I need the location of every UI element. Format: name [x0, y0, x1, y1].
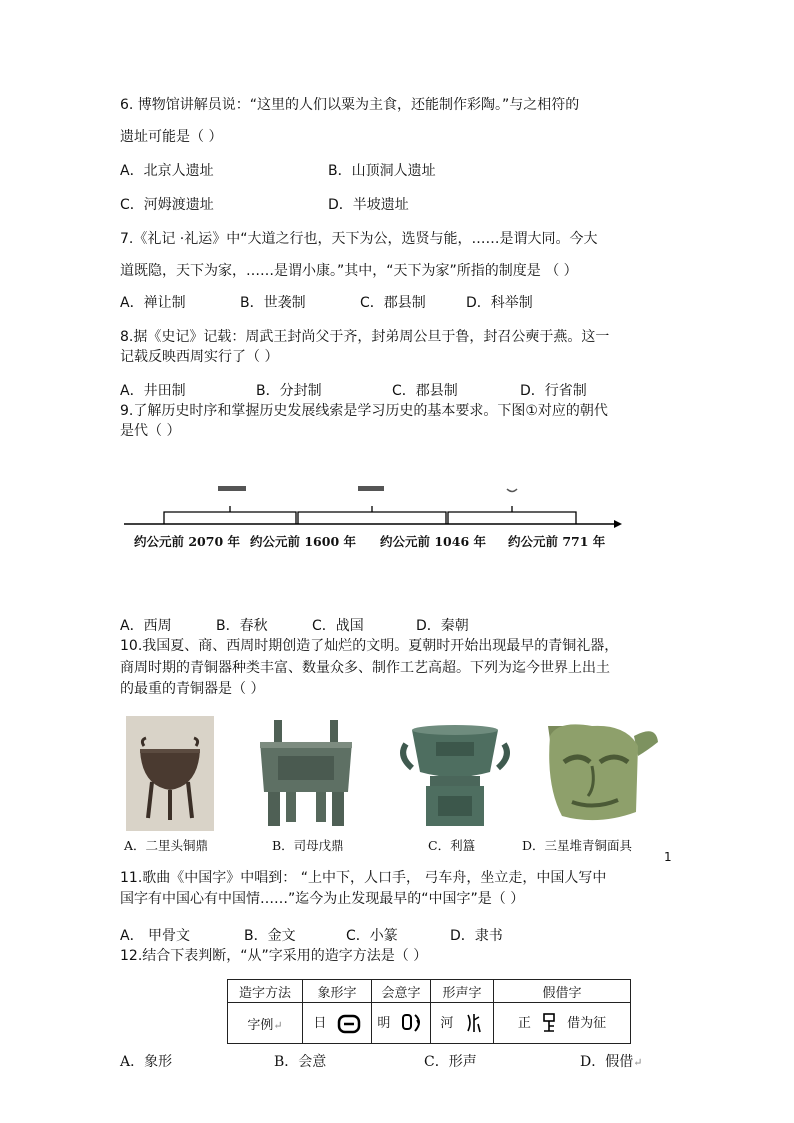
table-cell-ri — [303, 1003, 372, 1044]
table-header-loan: 假借字 — [494, 980, 631, 1003]
table-header-row — [228, 980, 631, 1003]
timeline-cropped-label-3 — [507, 489, 517, 492]
table-header-method: 造字方法 — [228, 980, 303, 1003]
timeline-label-1046: 约公元前 1046 年 — [380, 534, 486, 549]
q7-option-a[interactable]: A．禅让制 — [120, 295, 186, 311]
timeline-diagram — [118, 476, 638, 556]
q11-stem-line2: 国字有中国心有中国情……”迄今为止发现最早的“中国字”是（ ） — [120, 891, 525, 907]
q8-option-b[interactable]: B．分封制 — [256, 383, 322, 399]
table-cell-zheng — [494, 1003, 631, 1044]
bronze-caption-d[interactable]: D．三星堆青铜面具 — [522, 838, 633, 853]
sanxingdui-mask-image — [538, 716, 660, 831]
q12-stem-line1: 12.结合下表判断，“从”字采用的造字方法是（ ） — [120, 948, 428, 964]
q12-option-a[interactable]: A．象形 — [120, 1054, 173, 1070]
q8-option-a[interactable]: A．井田制 — [120, 383, 186, 399]
example-ming: 明 — [377, 1015, 391, 1031]
example-loan-meaning: 借为征 — [567, 1015, 607, 1031]
q9-option-a[interactable]: A．西周 — [120, 618, 172, 634]
q8-option-d[interactable]: D．行省制 — [520, 383, 587, 399]
example-zheng: 正 — [517, 1015, 531, 1031]
q10-stem-line1: 10.我国夏、商、西周时期创造了灿烂的文明。夏朝时开始出现最早的青铜礼器， — [120, 638, 619, 654]
bronze-caption-a[interactable]: A．二里头铜鼎 — [124, 838, 209, 853]
timeline-bracket-1 — [164, 512, 296, 524]
q7-option-c[interactable]: C．郡县制 — [360, 295, 426, 311]
character-formation-table — [227, 979, 631, 1044]
table-row — [228, 1003, 631, 1044]
q11-stem-line1: 11.歌曲《中国字》中唱到： “上中下，人口手， 弓车舟，坐立走，中国人写中 — [120, 870, 607, 886]
timeline-cropped-label-2 — [358, 486, 384, 491]
table-cell-ming — [372, 1003, 431, 1044]
q10-stem-line2: 商周时期的青铜器种类丰富、数量众多、制作工艺高超。下列为迄今世界上出土 — [120, 660, 610, 676]
timeline-svg — [118, 476, 638, 536]
q9-option-d[interactable]: D．秦朝 — [416, 618, 469, 634]
table-header-pictograph: 象形字 — [303, 980, 372, 1003]
erlitou-ding-image — [126, 716, 214, 831]
page-number: 1 — [664, 850, 672, 864]
example-ri: 日 — [313, 1016, 327, 1032]
q12-option-b[interactable]: B．会意 — [274, 1054, 327, 1070]
timeline-label-1600: 约公元前 1600 年 — [250, 534, 356, 549]
zheng-oracle-glyph-icon — [541, 1012, 557, 1034]
q9-option-b[interactable]: B．春秋 — [216, 618, 268, 634]
li-gui-image — [396, 716, 514, 831]
bronze-caption-c[interactable]: C．利簋 — [428, 838, 476, 853]
simuwu-ding-image — [252, 716, 360, 831]
q7-option-b[interactable]: B．世袭制 — [240, 295, 306, 311]
q6-option-c[interactable]: C．河姆渡遗址 — [120, 197, 214, 213]
timeline-label-771: 约公元前 771 年 — [508, 534, 606, 549]
q9-stem-line2: 是代（ ） — [120, 423, 181, 439]
timeline-bracket-3 — [448, 512, 576, 524]
q10-stem-line3: 的最重的青铜器是（ ） — [120, 681, 265, 697]
q11-option-d[interactable]: D．隶书 — [450, 928, 503, 944]
table-cell-he — [431, 1003, 494, 1044]
q12-option-c[interactable]: C．形声 — [424, 1054, 477, 1070]
q9-stem-line1: 9.了解历史时序和掌握历史发展线索是学习历史的基本要求。下图①对应的朝代 — [120, 403, 608, 419]
q8-stem-line2: 记载反映西周实行了（ ） — [120, 349, 279, 365]
q7-stem-line1: 7.《礼记 ·礼运》中“大道之行也，天下为公，选贤与能，……是谓大同。今大 — [120, 231, 598, 247]
q7-stem-line2: 道既隐，天下为家，……是谓小康。”其中，“天下为家”所指的制度是 （ ） — [120, 263, 578, 279]
q6-option-d[interactable]: D．半坡遗址 — [328, 197, 409, 213]
q6-option-b[interactable]: B．山顶洞人遗址 — [328, 163, 436, 179]
q6-stem-line2: 遗址可能是（ ） — [120, 129, 223, 145]
q9-option-c[interactable]: C．战国 — [312, 618, 364, 634]
q6-stem-line1: 6. 博物馆讲解员说：“这里的人们以粟为主食，还能制作彩陶。”与之相符的 — [120, 97, 580, 113]
bright-oracle-glyph-icon — [401, 1012, 425, 1034]
bronze-caption-b[interactable]: B．司母戊鼎 — [272, 838, 344, 853]
q12-option-d[interactable]: D．假借↵ — [580, 1054, 643, 1070]
timeline-cropped-label-1 — [218, 486, 246, 491]
river-oracle-glyph-icon — [464, 1012, 484, 1034]
timeline-label-2070: 约公元前 2070 年 — [134, 534, 240, 549]
q11-option-c[interactable]: C．小篆 — [346, 928, 398, 944]
table-row-label: 字例↵ — [228, 1003, 303, 1044]
sun-oracle-glyph-icon — [337, 1014, 361, 1034]
timeline-bracket-2 — [298, 512, 446, 524]
table-header-phonetic: 形声字 — [431, 980, 494, 1003]
q8-option-c[interactable]: C．郡县制 — [392, 383, 458, 399]
table-header-ideograph: 会意字 — [372, 980, 431, 1003]
q11-option-a[interactable]: A． 甲骨文 — [120, 928, 191, 944]
timeline-arrowhead — [614, 520, 622, 528]
q7-option-d[interactable]: D．科举制 — [466, 295, 533, 311]
q8-stem-line1: 8.据《史记》记载：周武王封尚父于齐，封弟周公旦于鲁，封召公奭于燕。这一 — [120, 329, 610, 345]
q6-option-a[interactable]: A．北京人遗址 — [120, 163, 214, 179]
example-he: 河 — [440, 1015, 454, 1031]
q11-option-b[interactable]: B．金文 — [244, 928, 296, 944]
